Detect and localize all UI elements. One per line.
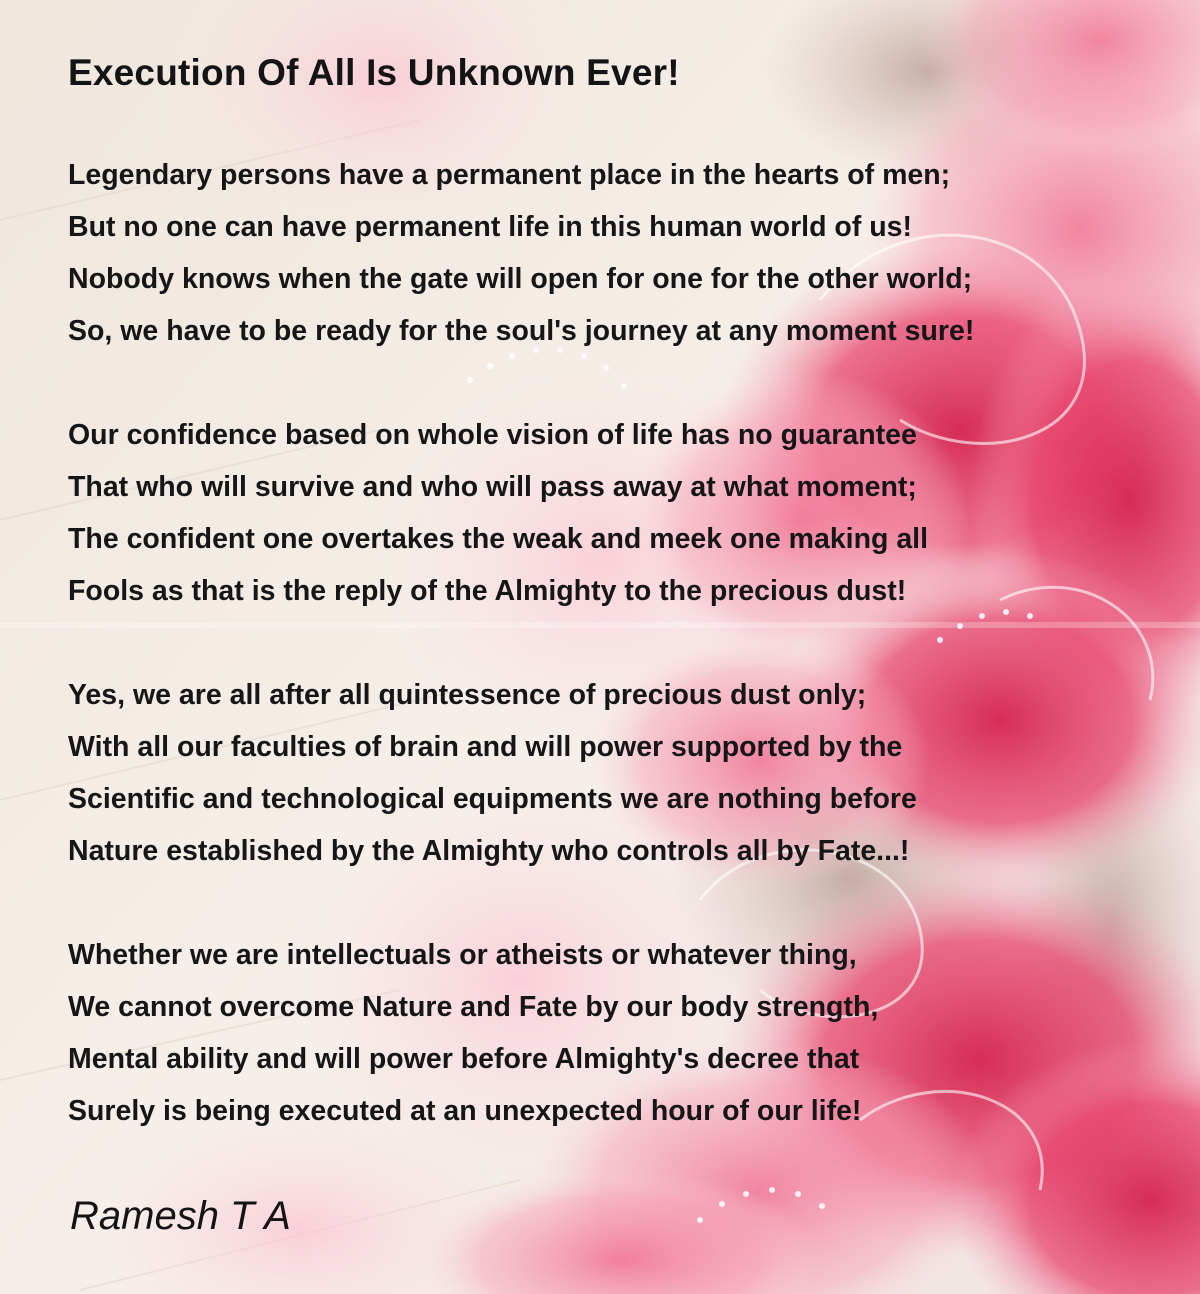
poem-title: Execution Of All Is Unknown Ever!: [68, 52, 680, 93]
poem-line: Legendary persons have a permanent place in the hearts of men;: [68, 159, 951, 191]
poem-line: We cannot overcome Nature and Fate by our body strength,: [68, 991, 879, 1023]
poem-line: So, we have to be ready for the soul's journey at any moment sure!: [68, 315, 975, 347]
poem-line: Nobody knows when the gate will open for one for the other world;: [68, 263, 973, 295]
stanza-2: [68, 409, 928, 617]
poem-line: Surely is being executed at an unexpected hour of our life!: [68, 1095, 862, 1127]
stanza-3: [68, 669, 917, 877]
poem-line: Nature established by the Almighty who controls all by Fate...!: [68, 835, 910, 867]
stanza-4: [68, 929, 878, 1137]
poem-author: Ramesh T A: [70, 1194, 291, 1238]
poem-line: That who will survive and who will pass away at what moment;: [68, 471, 917, 503]
poem-line: With all our faculties of brain and will power supported by the: [68, 731, 903, 763]
poem-line: Scientific and technological equipments we are nothing before: [68, 783, 917, 815]
poem-line: The confident one overtakes the weak and meek one making all: [68, 523, 929, 555]
poem-line: Whether we are intellectuals or atheists or whatever thing,: [68, 939, 857, 971]
poem-line: Fools as that is the reply of the Almighty to the precious dust!: [68, 575, 907, 607]
poem-line: Mental ability and will power before Almighty's decree that: [68, 1043, 860, 1075]
poem-line: But no one can have permanent life in this human world of us!: [68, 211, 912, 243]
poem-line: Yes, we are all after all quintessence of precious dust only;: [68, 679, 867, 711]
stanza-1: [68, 149, 974, 357]
poem-line: Our confidence based on whole vision of life has no guarantee: [68, 419, 917, 451]
